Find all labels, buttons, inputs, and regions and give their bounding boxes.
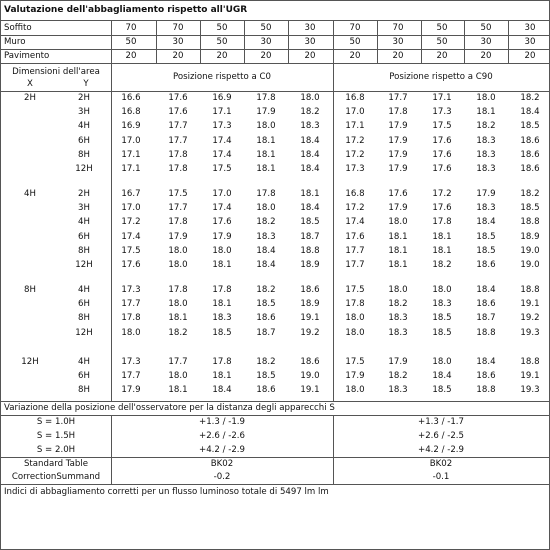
ugr-value-c0: 17.8: [212, 357, 232, 367]
ugr-value-c0: 17.7: [168, 121, 188, 132]
ugr-value-c90: 18.5: [520, 203, 540, 214]
ugr-value-c90: 18.5: [432, 327, 452, 338]
ugr-value-c90: 17.3: [432, 107, 452, 118]
grid-line-horizontal: [1, 63, 549, 64]
correction-label: CorrectionSummand: [11, 472, 101, 482]
ugr-value-c90: 17.9: [476, 189, 496, 199]
ugr-value-c90: 18.8: [476, 327, 496, 338]
ugr-value-c0: 18.1: [168, 385, 188, 396]
ugr-value-c0: 17.6: [212, 217, 232, 228]
ugr-value-c0: 17.6: [121, 260, 141, 270]
ugr-value-c90: 18.2: [520, 189, 540, 199]
ugr-value-c90: 16.8: [345, 93, 365, 103]
reflectance-value: 20: [480, 51, 492, 61]
ugr-value-c90: 19.2: [520, 313, 540, 324]
grid-line-vertical: [200, 20, 201, 63]
variation-label: S = 1.0H: [36, 417, 76, 427]
ugr-value-c90: 18.0: [432, 285, 452, 295]
ugr-value-c0: 18.7: [300, 231, 320, 242]
ugr-value-c90: 18.2: [388, 299, 408, 310]
ugr-value-c90: 17.8: [388, 107, 408, 118]
ugr-value-c0: 18.0: [121, 327, 141, 338]
ugr-value-c0: 18.0: [168, 260, 188, 270]
ugr-value-c90: 17.5: [345, 285, 365, 295]
grid-line-vertical: [421, 20, 422, 63]
ugr-value-c90: 18.1: [388, 231, 408, 242]
ugr-value-c90: 18.1: [388, 245, 408, 256]
ugr-value-c0: 17.9: [212, 231, 232, 242]
ugr-value-c90: 17.1: [432, 93, 452, 103]
area-x-label: 8H: [24, 285, 36, 295]
standard-table-label: Standard Table: [23, 459, 89, 469]
ugr-value-c90: 17.9: [388, 164, 408, 174]
variation-c90: +2.6 / -2.5: [418, 431, 464, 441]
ugr-value-c0: 18.4: [256, 245, 276, 256]
variation-c90: +4.2 / -2.9: [418, 445, 464, 455]
ugr-value-c90: 18.3: [476, 149, 496, 160]
reflectance-value: 20: [524, 51, 536, 61]
reflectance-value: 20: [125, 51, 137, 61]
ugr-value-c0: 17.1: [121, 164, 141, 174]
ugr-value-c0: 16.6: [121, 93, 141, 103]
ugr-value-c90: 18.9: [520, 231, 540, 242]
grid-line-vertical: [111, 63, 112, 401]
ugr-value-c0: 18.6: [256, 313, 276, 324]
variation-c90: +1.3 / -1.7: [418, 417, 464, 427]
ugr-value-c90: 18.0: [388, 285, 408, 295]
ugr-value-c90: 19.1: [520, 299, 540, 310]
ugr-value-c0: 17.0: [212, 189, 232, 199]
ugr-value-c90: 17.6: [388, 189, 408, 199]
ugr-value-c0: 17.1: [212, 107, 232, 118]
area-y-label: 8H: [78, 385, 90, 396]
reflectance-value: 20: [172, 51, 184, 61]
ugr-value-c0: 18.2: [300, 107, 320, 118]
ugr-value-c0: 16.9: [121, 121, 141, 132]
reflectance-value: 70: [172, 23, 184, 33]
ugr-value-c0: 18.4: [212, 385, 232, 396]
variation-title: Variazione della posizione dell'osservatore per la distanza degli apparecchi S: [4, 403, 335, 413]
ugr-value-c90: 18.4: [520, 107, 540, 118]
ugr-value-c0: 18.4: [300, 203, 320, 214]
area-y-label: 4H: [78, 357, 90, 367]
ugr-value-c90: 18.2: [432, 260, 452, 270]
ugr-value-c0: 18.8: [300, 245, 320, 256]
ugr-value-c90: 18.0: [388, 217, 408, 228]
ugr-value-c90: 17.7: [345, 260, 365, 270]
reflectance-value: 50: [480, 23, 492, 33]
area-y-label: 3H: [78, 203, 90, 214]
ugr-value-c90: 18.0: [345, 385, 365, 396]
area-header-x: X: [27, 79, 33, 89]
ugr-value-c90: 18.2: [388, 371, 408, 382]
ugr-value-c0: 17.0: [121, 203, 141, 214]
reflectance-value: 20: [216, 51, 228, 61]
variation-c0: +1.3 / -1.9: [199, 417, 245, 427]
ugr-value-c0: 18.1: [212, 371, 232, 382]
grid-line-vertical: [333, 63, 334, 401]
reflectance-value: 50: [349, 37, 361, 47]
reflectance-value: 50: [436, 37, 448, 47]
ugr-value-c90: 18.3: [388, 327, 408, 338]
ugr-value-c90: 19.3: [520, 385, 540, 396]
ugr-value-c90: 18.1: [432, 245, 452, 256]
ugr-value-c0: 17.4: [212, 149, 232, 160]
ugr-value-c0: 18.4: [300, 164, 320, 174]
ugr-value-c0: 17.8: [121, 313, 141, 324]
area-y-label: 4H: [78, 121, 90, 132]
ugr-value-c90: 17.5: [345, 357, 365, 367]
ugr-value-c90: 17.6: [345, 231, 365, 242]
ugr-value-c0: 17.7: [121, 371, 141, 382]
ugr-value-c90: 18.5: [476, 245, 496, 256]
reflectance-value: 30: [480, 37, 492, 47]
ugr-value-c90: 18.3: [476, 164, 496, 174]
ugr-value-c90: 18.6: [520, 135, 540, 146]
grid-line-vertical: [333, 415, 334, 484]
ugr-value-c0: 17.4: [121, 231, 141, 242]
ugr-value-c0: 17.5: [121, 245, 141, 256]
ugr-value-c0: 17.8: [168, 217, 188, 228]
reflectance-label-1: Muro: [4, 37, 26, 47]
reflectance-value: 20: [349, 51, 361, 61]
ugr-value-c0: 18.1: [256, 135, 276, 146]
ugr-value-c90: 19.0: [520, 260, 540, 270]
reflectance-value: 20: [304, 51, 316, 61]
ugr-value-c0: 17.9: [256, 107, 276, 118]
ugr-value-c90: 17.9: [388, 121, 408, 132]
grid-line-vertical: [508, 20, 509, 63]
area-header-title: Dimensioni dell'area: [12, 67, 100, 77]
ugr-value-c0: 18.5: [300, 217, 320, 228]
ugr-value-c0: 18.3: [256, 231, 276, 242]
ugr-value-c0: 18.6: [300, 285, 320, 295]
ugr-value-c0: 17.8: [168, 285, 188, 295]
variation-label: S = 2.0H: [36, 445, 76, 455]
ugr-value-c0: 18.4: [300, 135, 320, 146]
ugr-value-c0: 18.9: [300, 260, 320, 270]
area-x-label: 12H: [21, 357, 39, 367]
ugr-value-c0: 18.5: [256, 371, 276, 382]
reflectance-value: 50: [216, 23, 228, 33]
grid-line-vertical: [156, 20, 157, 63]
ugr-value-c90: 19.1: [520, 371, 540, 382]
standard-table-c90: BK02: [429, 459, 453, 469]
area-y-label: 6H: [78, 231, 90, 242]
ugr-value-c90: 17.9: [388, 357, 408, 367]
ugr-value-c90: 17.1: [345, 121, 365, 132]
ugr-value-c90: 18.3: [432, 299, 452, 310]
ugr-value-c0: 18.3: [212, 313, 232, 324]
ugr-value-c0: 18.6: [256, 385, 276, 396]
ugr-value-c0: 18.2: [256, 357, 276, 367]
ugr-value-c90: 18.3: [388, 385, 408, 396]
ugr-value-c0: 17.9: [121, 385, 141, 396]
ugr-value-c90: 17.2: [345, 149, 365, 160]
ugr-value-c90: 17.7: [388, 93, 408, 103]
ugr-value-c90: 17.6: [432, 203, 452, 214]
ugr-value-c90: 18.1: [476, 107, 496, 118]
ugr-value-c0: 17.7: [121, 299, 141, 310]
ugr-value-c90: 17.9: [388, 135, 408, 146]
reflectance-label-0: Soffito: [4, 23, 32, 33]
ugr-value-c0: 16.7: [121, 189, 141, 199]
ugr-value-c0: 18.7: [256, 327, 276, 338]
ugr-value-c90: 18.8: [520, 357, 540, 367]
grid-line-vertical: [333, 20, 334, 63]
ugr-value-c0: 17.3: [121, 357, 141, 367]
ugr-value-c90: 17.2: [345, 203, 365, 214]
ugr-value-c90: 17.6: [432, 164, 452, 174]
area-y-label: 8H: [78, 313, 90, 324]
ugr-value-c0: 18.0: [168, 371, 188, 382]
grid-line-vertical: [244, 20, 245, 63]
ugr-value-c90: 17.4: [345, 217, 365, 228]
ugr-value-c0: 18.4: [300, 149, 320, 160]
ugr-value-c90: 18.4: [476, 285, 496, 295]
correction-c0: -0.2: [213, 472, 231, 482]
grid-line-vertical: [111, 20, 112, 63]
grid-line-vertical: [464, 20, 465, 63]
ugr-value-c90: 17.7: [345, 245, 365, 256]
reflectance-value: 30: [304, 37, 316, 47]
ugr-value-c90: 17.6: [432, 135, 452, 146]
reflectance-value: 50: [436, 23, 448, 33]
ugr-value-c90: 18.0: [476, 93, 496, 103]
ugr-value-c0: 17.7: [168, 203, 188, 214]
reflectance-value: 30: [260, 37, 272, 47]
area-header-y: Y: [83, 79, 89, 89]
area-y-label: 8H: [78, 149, 90, 160]
reflectance-value: 20: [392, 51, 404, 61]
ugr-value-c0: 17.7: [168, 135, 188, 146]
reflectance-value: 50: [125, 37, 137, 47]
reflectance-value: 30: [524, 37, 536, 47]
ugr-value-c90: 17.9: [345, 371, 365, 382]
ugr-value-c90: 18.4: [476, 217, 496, 228]
reflectance-label-2: Pavimento: [4, 51, 50, 61]
reflectance-value: 20: [436, 51, 448, 61]
ugr-value-c90: 17.6: [432, 149, 452, 160]
area-y-label: 6H: [78, 135, 90, 146]
ugr-value-c0: 18.1: [212, 260, 232, 270]
ugr-value-c0: 18.2: [168, 327, 188, 338]
ugr-value-c90: 18.6: [520, 149, 540, 160]
ugr-value-c90: 18.1: [388, 260, 408, 270]
reflectance-value: 70: [125, 23, 137, 33]
ugr-value-c90: 18.6: [520, 164, 540, 174]
ugr-value-c90: 17.9: [388, 149, 408, 160]
area-x-label: 2H: [24, 93, 36, 103]
grid-line-horizontal: [1, 20, 549, 21]
grid-line-vertical: [111, 415, 112, 484]
area-y-label: 12H: [75, 327, 93, 338]
ugr-value-c0: 18.0: [256, 203, 276, 214]
ugr-value-c0: 17.6: [168, 93, 188, 103]
ugr-value-c0: 17.1: [121, 149, 141, 160]
ugr-value-c0: 17.4: [212, 203, 232, 214]
ugr-value-c90: 18.0: [432, 357, 452, 367]
ugr-value-c0: 18.1: [256, 149, 276, 160]
ugr-value-c90: 18.4: [476, 357, 496, 367]
ugr-value-c0: 16.9: [212, 93, 232, 103]
ugr-value-c0: 18.0: [212, 245, 232, 256]
ugr-value-c90: 18.8: [476, 385, 496, 396]
ugr-value-c0: 18.6: [300, 357, 320, 367]
ugr-value-c90: 18.6: [476, 299, 496, 310]
ugr-value-c90: 19.0: [520, 245, 540, 256]
ugr-value-c0: 17.5: [168, 189, 188, 199]
standard-table-c0: BK02: [210, 459, 234, 469]
ugr-value-c0: 17.8: [256, 189, 276, 199]
ugr-value-c90: 18.3: [388, 313, 408, 324]
ugr-value-c0: 17.7: [168, 357, 188, 367]
area-y-label: 4H: [78, 285, 90, 295]
ugr-value-c0: 18.4: [256, 260, 276, 270]
ugr-value-c0: 19.2: [300, 327, 320, 338]
table-title: Valutazione dell'abbagliamento rispetto all'UGR: [4, 5, 248, 15]
ugr-value-c0: 18.5: [212, 327, 232, 338]
ugr-value-c90: 18.2: [520, 93, 540, 103]
correction-c90: -0.1: [432, 472, 450, 482]
area-y-label: 12H: [75, 260, 93, 270]
ugr-value-c0: 17.6: [168, 107, 188, 118]
variation-c0: +4.2 / -2.9: [199, 445, 245, 455]
area-x-label: 4H: [24, 189, 36, 199]
area-y-label: 12H: [75, 164, 93, 174]
ugr-value-c90: 18.6: [476, 371, 496, 382]
area-y-label: 8H: [78, 245, 90, 256]
ugr-value-c0: 17.3: [212, 121, 232, 132]
ugr-value-c90: 19.3: [520, 327, 540, 338]
reflectance-value: 20: [260, 51, 272, 61]
ugr-value-c0: 17.8: [168, 164, 188, 174]
ugr-value-c0: 17.8: [212, 285, 232, 295]
ugr-value-c0: 18.9: [300, 299, 320, 310]
ugr-value-c0: 18.3: [300, 121, 320, 132]
ugr-value-c0: 17.8: [168, 149, 188, 160]
ugr-value-c90: 17.0: [345, 107, 365, 118]
reflectance-value: 70: [392, 23, 404, 33]
reflectance-value: 30: [524, 23, 536, 33]
ugr-value-c90: 18.5: [476, 231, 496, 242]
ugr-value-c90: 18.3: [476, 203, 496, 214]
area-y-label: 2H: [78, 189, 90, 199]
grid-line-vertical: [288, 20, 289, 63]
ugr-value-c90: 18.2: [476, 121, 496, 132]
area-y-label: 3H: [78, 107, 90, 118]
reflectance-value: 30: [392, 37, 404, 47]
reflectance-value: 50: [216, 37, 228, 47]
ugr-value-c0: 18.0: [168, 299, 188, 310]
position-c0-header: Posizione rispetto a C0: [173, 72, 271, 82]
ugr-value-c0: 18.1: [212, 299, 232, 310]
ugr-value-c0: 18.0: [168, 245, 188, 256]
reflectance-value: 30: [172, 37, 184, 47]
ugr-value-c0: 18.5: [256, 299, 276, 310]
ugr-value-c90: 18.0: [345, 327, 365, 338]
ugr-value-c90: 17.3: [345, 164, 365, 174]
ugr-value-c90: 18.3: [476, 135, 496, 146]
ugr-value-c90: 18.1: [432, 231, 452, 242]
ugr-value-c0: 17.9: [168, 231, 188, 242]
ugr-value-c0: 18.2: [256, 285, 276, 295]
reflectance-value: 50: [260, 23, 272, 33]
area-y-label: 6H: [78, 371, 90, 382]
ugr-value-c0: 19.1: [300, 385, 320, 396]
ugr-value-c0: 18.1: [300, 189, 320, 199]
ugr-value-c0: 17.0: [121, 135, 141, 146]
ugr-value-c90: 18.5: [520, 121, 540, 132]
ugr-value-c0: 17.2: [121, 217, 141, 228]
ugr-value-c0: 16.8: [121, 107, 141, 118]
ugr-value-c0: 18.1: [168, 313, 188, 324]
ugr-value-c0: 18.0: [300, 93, 320, 103]
ugr-value-c90: 17.2: [432, 189, 452, 199]
ugr-value-c90: 17.9: [388, 203, 408, 214]
ugr-value-c90: 18.6: [476, 260, 496, 270]
ugr-value-c90: 18.0: [345, 313, 365, 324]
ugr-value-c90: 18.4: [432, 371, 452, 382]
area-y-label: 2H: [78, 93, 90, 103]
grid-line-vertical: [377, 20, 378, 63]
area-y-label: 4H: [78, 217, 90, 228]
area-y-label: 6H: [78, 299, 90, 310]
ugr-value-c90: 17.8: [432, 217, 452, 228]
ugr-value-c0: 18.1: [256, 164, 276, 174]
ugr-value-c90: 18.8: [520, 285, 540, 295]
ugr-value-c90: 18.5: [432, 385, 452, 396]
ugr-value-c0: 17.3: [121, 285, 141, 295]
ugr-value-c90: 18.5: [432, 313, 452, 324]
ugr-value-c0: 18.0: [256, 121, 276, 132]
ugr-value-c90: 17.5: [432, 121, 452, 132]
ugr-value-c0: 17.5: [212, 164, 232, 174]
grid-line-horizontal: [1, 484, 549, 485]
variation-c0: +2.6 / -2.6: [199, 431, 245, 441]
ugr-value-c90: 17.8: [345, 299, 365, 310]
ugr-value-c90: 17.2: [345, 135, 365, 146]
footer-note: Indici di abbagliamento corretti per un flusso luminoso totale di 5497 lm lm: [4, 487, 329, 497]
reflectance-value: 30: [304, 23, 316, 33]
ugr-value-c90: 16.8: [345, 189, 365, 199]
ugr-value-c0: 19.1: [300, 313, 320, 324]
ugr-value-c0: 17.4: [212, 135, 232, 146]
position-c90-header: Posizione rispetto a C90: [389, 72, 493, 82]
ugr-value-c0: 17.8: [256, 93, 276, 103]
ugr-value-c90: 18.7: [476, 313, 496, 324]
ugr-value-c90: 18.8: [520, 217, 540, 228]
ugr-value-c0: 18.2: [256, 217, 276, 228]
reflectance-value: 70: [349, 23, 361, 33]
variation-label: S = 1.5H: [36, 431, 76, 441]
ugr-value-c0: 19.0: [300, 371, 320, 382]
